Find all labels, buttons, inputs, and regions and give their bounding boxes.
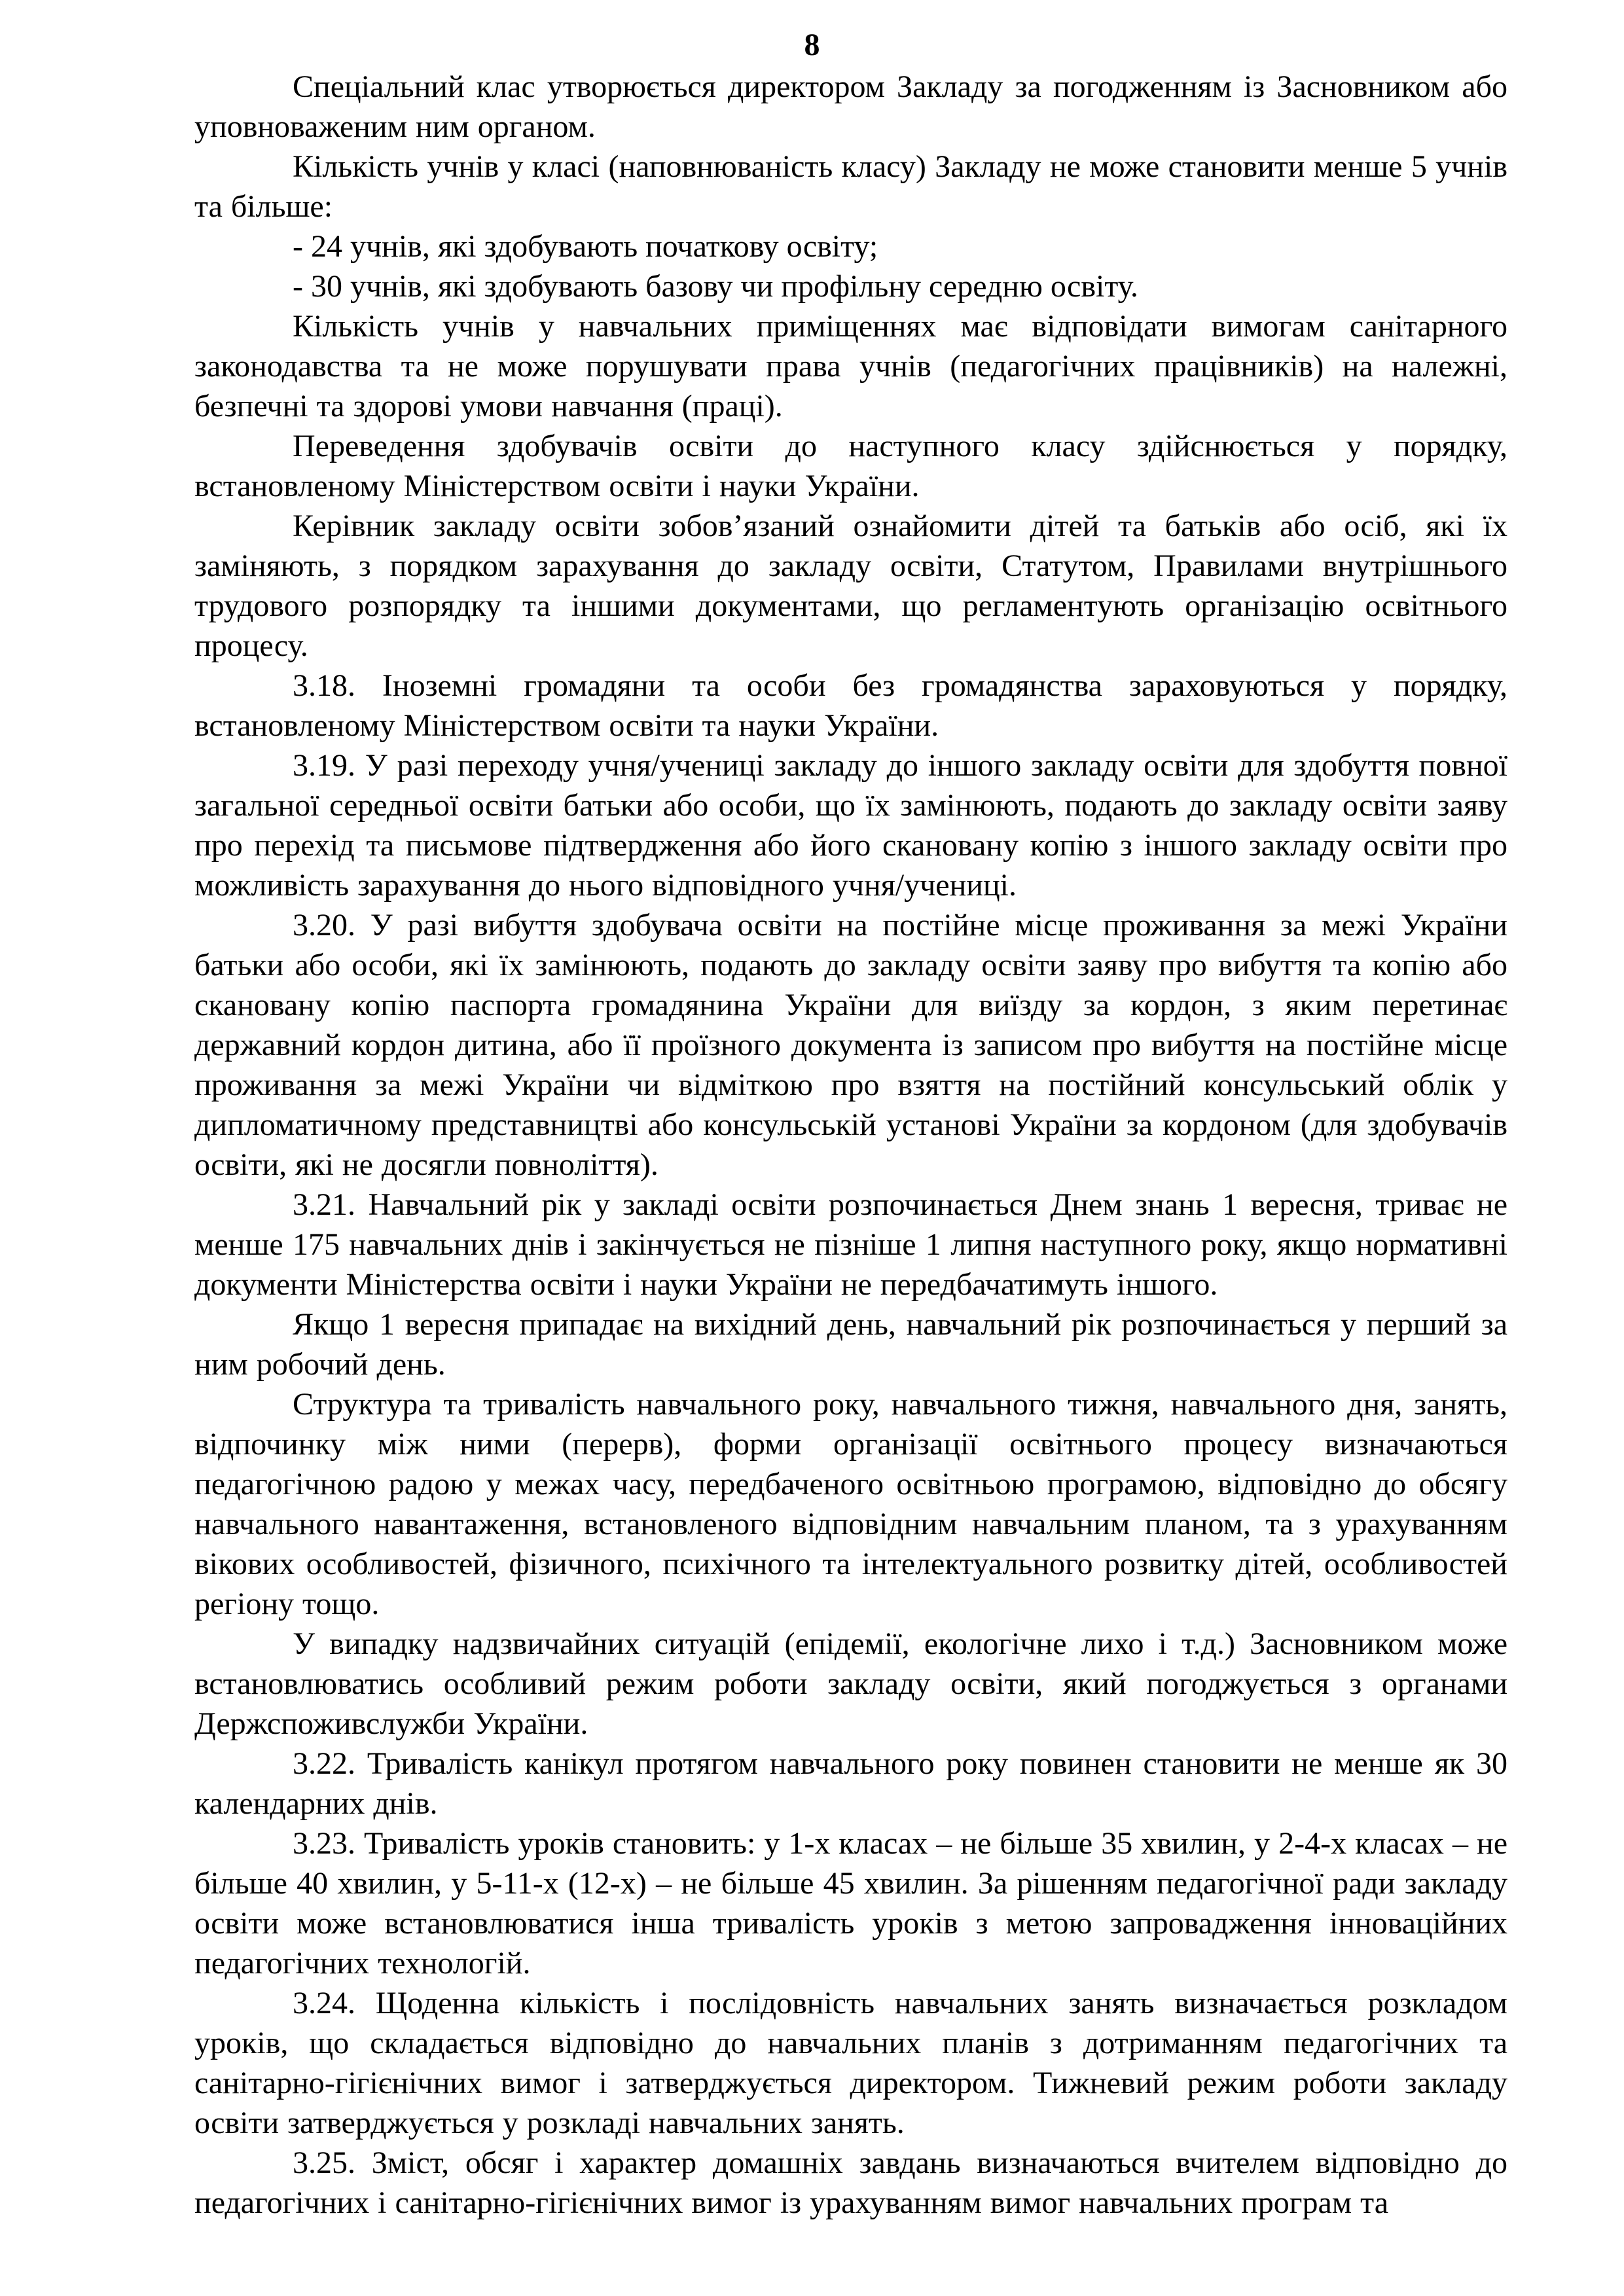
paragraph-clause-3-20: 3.20. У разі вибуття здобувача освіти на постійне місце проживання за межі України батьки або особи, які їх замінюють, подають до закладу освіти заяву про вибуття та копію або скановану копію паспорта громадянина України для виїзду за кордон, з яким перетинає державний кордон дитина, або її проїзного документа із записом про вибуття на постійне місце проживання за межі України чи відміткою про взяття на постійний консульський облік у дипломатичному представництві або консульській установі України за кордоном (для здобувачів освіти, які не досягли повноліття). [194,908,1507,1182]
paragraph: Кількість учнів у класі (наповнюваність класу) Закладу не може становити менше 5 учнів та більше: [194,149,1507,224]
paragraph: Спеціальний клас утворюється директором Закладу за погодженням із Засновником або уповноваженим ним органом. [194,69,1507,144]
list-item-24-pupils: - 24 учнів, які здобувають початкову освіту; [293,229,878,264]
paragraph: Якщо 1 вересня припадає на вихідний день, навчальний рік розпочинається у перший за ним робочий день. [194,1307,1507,1382]
paragraph-clause-3-24: 3.24. Щоденна кількість і послідовність навчальних занять визначається розкладом уроків, що складається відповідно до навчальних планів з дотриманням педагогічних та санітарно-гігієнічних вимог і затверджується директором. Тижневий режим роботи закладу освіти затверджується у розкладі навчальних занять. [194,1986,1507,2140]
paragraph: Переведення здобувачів освіти до наступного класу здійснюється у порядку, встановленому Міністерством освіти і науки України. [194,429,1507,503]
list-item-30-pupils: - 30 учнів, які здобувають базову чи профільну середню освіту. [293,269,1138,304]
paragraph-clause-3-22: 3.22. Тривалість канікул протягом навчального року повинен становити не менше як 30 календарних днів. [194,1746,1507,1821]
paragraph-clause-3-18: 3.18. Іноземні громадяни та особи без громадянства зараховуються у порядку, встановленому Міністерством освіти та науки України. [194,668,1507,743]
paragraph-clause-3-21: 3.21. Навчальний рік у закладі освіти розпочинається Днем знань 1 вересня, триває не менше 175 навчальних днів і закінчується не пізніше 1 липня наступного року, якщо нормативні документи Міністерства освіти і науки України не передбачатимуть іншого. [194,1187,1507,1302]
paragraph-clause-3-23: 3.23. Тривалість уроків становить: у 1-х класах – не більше 35 хвилин, у 2-4-х класах – не більше 40 хвилин, у 5-11-х (12-х) – не більше 45 хвилин. За рішенням педагогічної ради закладу освіти може встановлюватися інша тривалість уроків з метою запровадження інноваційних педагогічних технологій. [194,1826,1507,1981]
paragraph-clause-3-19: 3.19. У разі переходу учня/учениці закладу до іншого закладу освіти для здобуття повної загальної середньої освіти батьки або особи, що їх замінюють, подають до закладу освіти заяву про перехід та письмове підтвердження або його скановану копію з іншого закладу освіти про можливість зарахування до нього відповідного учня/учениці. [194,748,1507,903]
paragraph: У випадку надзвичайних ситуацій (епідемії, екологічне лихо і т.д.) Засновником може встановлюватись особливий режим роботи закладу освіти, який погоджується з органами Держспоживслужби України. [194,1626,1507,1741]
document-body [194,67,1507,2223]
paragraph: Кількість учнів у навчальних приміщеннях має відповідати вимогам санітарного законодавства та не може порушувати права учнів (педагогічних працівників) на належні, безпечні та здорові умови навчання (праці). [194,309,1507,423]
page-number: 8 [804,27,820,62]
paragraph-clause-3-25: 3.25. Зміст, обсяг і характер домашніх завдань визначаються вчителем відповідно до педагогічних і санітарно-гігієнічних вимог із урахуванням вимог навчальних програм та [194,2145,1507,2220]
paragraph: Керівник закладу освіти зобов’язаний ознайомити дітей та батьків або осіб, які їх заміняють, з порядком зарахування до закладу освіти, Статутом, Правилами внутрішнього трудового розпорядку та іншими документами, що регламентують організацію освітнього процесу. [194,509,1507,663]
paragraph: Структура та тривалість навчального року, навчального тижня, навчального дня, занять, відпочинку між ними (перерв), форми організації освітнього процесу визначаються педагогічною радою у межах часу, передбаченого освітньою програмою, відповідно до обсягу навчального навантаження, встановленого відповідним навчальним планом, та з урахуванням вікових особливостей, фізичного, психічного та інтелектуального розвитку дітей, особливостей регіону тощо. [194,1387,1507,1621]
